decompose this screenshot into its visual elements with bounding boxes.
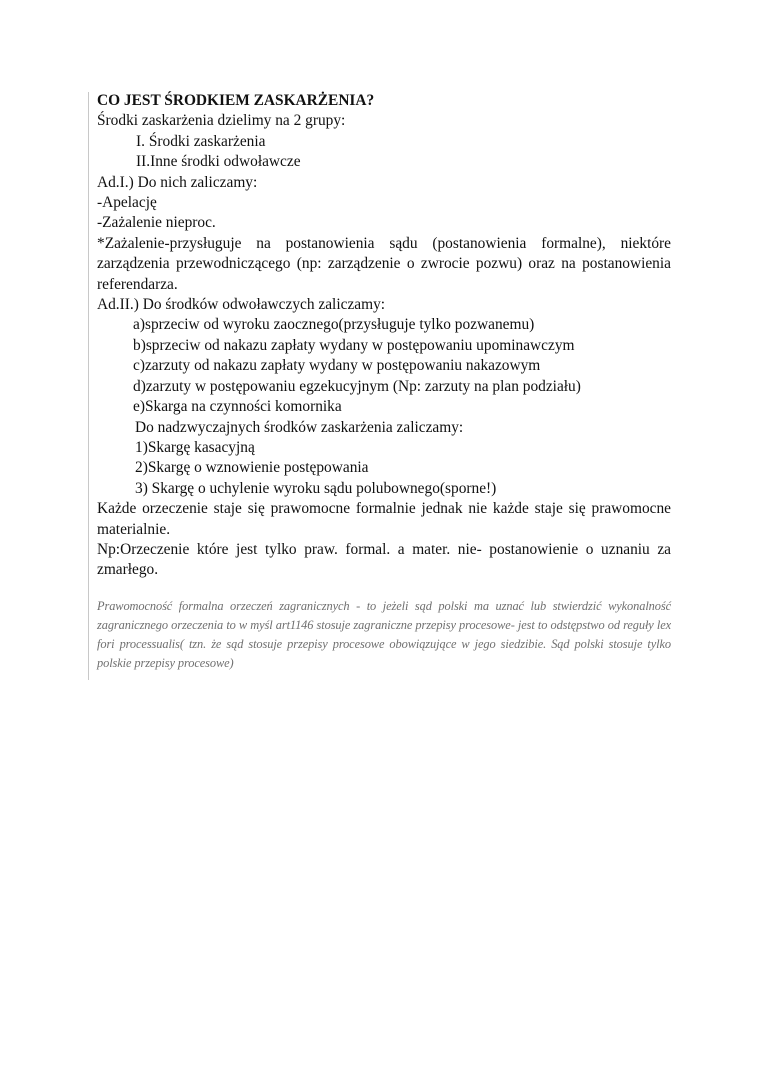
group-item: I. Środki zaskarżenia (136, 132, 266, 150)
extraordinary-item: 1)Skargę kasacyjną (135, 438, 255, 456)
intro-line: Środki zaskarżenia dzielimy na 2 grupy: (97, 112, 346, 130)
rule-paragraph: Każde orzeczenie staje się prawomocne formalnie jednak nie każde staje się prawomocne materialnie. (97, 500, 671, 538)
ad2-item: b)sprzeciw od nakazu zapłaty wydany w postępowaniu upominawczym (133, 336, 575, 354)
ad2-item: c)zarzuty od nakazu zapłaty wydany w postępowaniu nakazowym (133, 357, 541, 375)
ad2-item: e)Skarga na czynności komornika (133, 398, 342, 416)
ad2-item: a)sprzeciw od wyroku zaocznego(przysługuje tylko pozwanemu) (133, 316, 535, 334)
footnote-paragraph: Prawomocność formalna orzeczeń zagranicznych - to jeżeli sąd polski ma uznać lub stwierdzić wykonalność zagranicznego orzeczenia to w myśl art1146 stosuje zagraniczne przepisy procesowe- jest to odstępstwo od reguły lex fori processualis( tzn. że sąd stosuje przepisy procesowe obowiązujące w jego siedzibie. Sąd polski stosuje tylko polskie przepisy procesowe) (97, 598, 671, 670)
ad2-item: d)zarzuty w postępowaniu egzekucyjnym (Np: zarzuty na plan podziału) (133, 377, 581, 395)
ad1-item: -Zażalenie nieproc. (97, 214, 216, 232)
example-paragraph: Np:Orzeczenie które jest tylko praw. formal. a mater. nie- postanowienie o uznaniu za zmarłego. (97, 540, 671, 579)
margin-rule (88, 92, 89, 680)
zazalenie-paragraph: *Zażalenie-przysługuje na postanowienia sądu (postanowienia formalne), niektóre zarządzenia przewodniczącego (np: zarządzenie o zwrocie pozwu) oraz na postanowienia referendarza. (97, 234, 671, 293)
document-body (97, 91, 671, 673)
ad2-intro: Ad.II.) Do środków odwoławczych zaliczamy: (97, 296, 386, 314)
group-item: II.Inne środki odwoławcze (136, 153, 301, 171)
document-heading: CO JEST ŚRODKIEM ZASKARŻENIA? (97, 92, 375, 109)
extraordinary-intro: Do nadzwyczajnych środków zaskarżenia zaliczamy: (135, 418, 464, 436)
ad1-intro: Ad.I.) Do nich zaliczamy: (97, 173, 258, 191)
ad1-item: -Apelację (97, 194, 157, 212)
extraordinary-item: 3) Skargę o uchylenie wyroku sądu polubownego(sporne!) (135, 479, 497, 497)
extraordinary-item: 2)Skargę o wznowienie postępowania (135, 459, 369, 477)
